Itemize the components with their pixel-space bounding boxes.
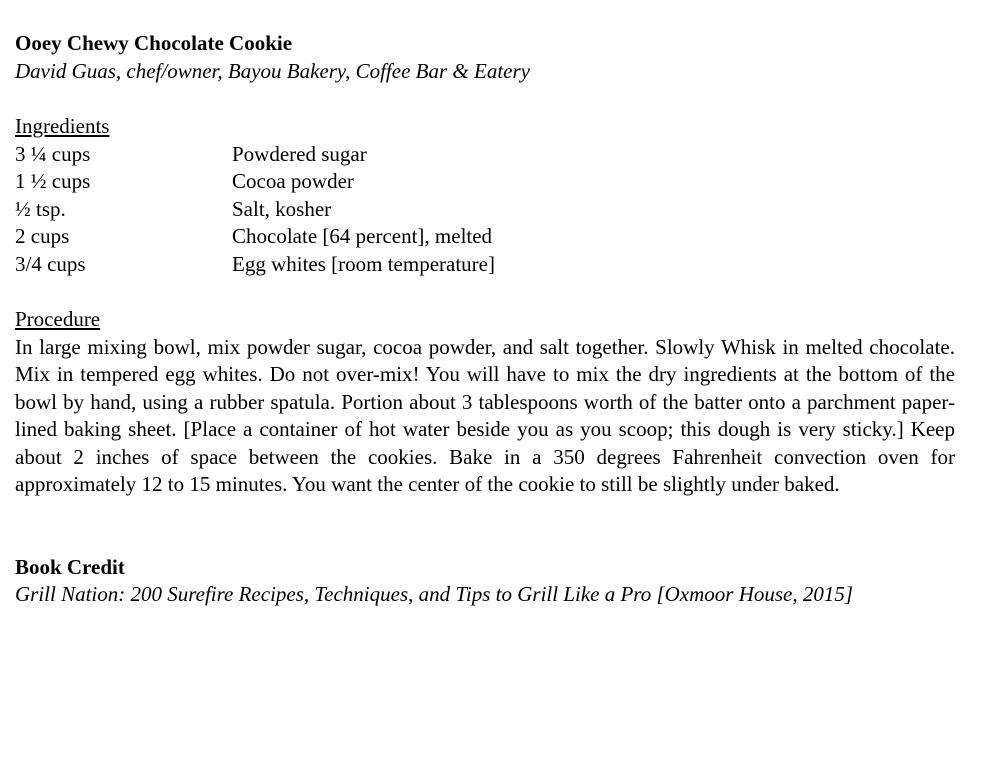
procedure-text: In large mixing bowl, mix powder sugar, cocoa powder, and salt together. Slowly Whisk in melted chocolate. Mix in tempered egg whites. Do not over-mix! You will have to mix the dry ingredients at the bottom of the bowl by hand, using a rubber spatula. Portion about 3 tablespoons worth of the batter onto a parchment paper-lined baking sheet. [Place a container of hot water beside you as you scoop; this dough is very sticky.] Keep about 2 inches of space between the cookies. Bake in a 350 degrees Fahrenheit convection oven for approximately 12 to 15 minutes. You want the center of the cookie to still be slightly under baked.: [15, 334, 955, 496]
ingredient-name: Cocoa powder: [232, 169, 354, 193]
procedure-heading: Procedure: [15, 307, 101, 331]
ingredient-row: [15, 251, 955, 279]
ingredient-qty: 3 ¼ cups: [15, 141, 91, 166]
spacer: [15, 278, 955, 306]
ingredient-row: [15, 168, 955, 196]
recipe-title: Ooey Chewy Chocolate Cookie: [15, 31, 293, 55]
book-credit-text: Grill Nation: 200 Surefire Recipes, Techniques, and Tips to Grill Like a Pro [Oxmoor House, 2015]: [15, 582, 854, 606]
spacer: [15, 499, 955, 554]
ingredient-name: Powdered sugar: [232, 141, 367, 166]
recipe-author: David Guas, chef/owner, Bayou Bakery, Coffee Bar & Eatery: [15, 58, 530, 83]
ingredient-qty: ½ tsp.: [15, 196, 66, 221]
ingredient-row: [15, 223, 955, 251]
document-page: [15, 30, 955, 609]
ingredient-name: Egg whites [room temperature]: [232, 251, 495, 276]
ingredient-qty: 1 ½ cups: [15, 169, 91, 193]
ingredient-qty: 2 cups: [15, 224, 70, 248]
ingredient-name: Chocolate [64 percent], melted: [232, 224, 493, 248]
ingredient-row: [15, 196, 955, 224]
ingredients-heading: Ingredients: [15, 114, 110, 138]
ingredient-name: Salt, kosher: [232, 196, 332, 221]
ingredient-qty: 3/4 cups: [15, 251, 86, 276]
ingredient-row: [15, 141, 955, 169]
book-credit-heading: Book Credit: [15, 554, 125, 579]
spacer: [15, 85, 955, 113]
ingredients-list: [15, 141, 955, 279]
